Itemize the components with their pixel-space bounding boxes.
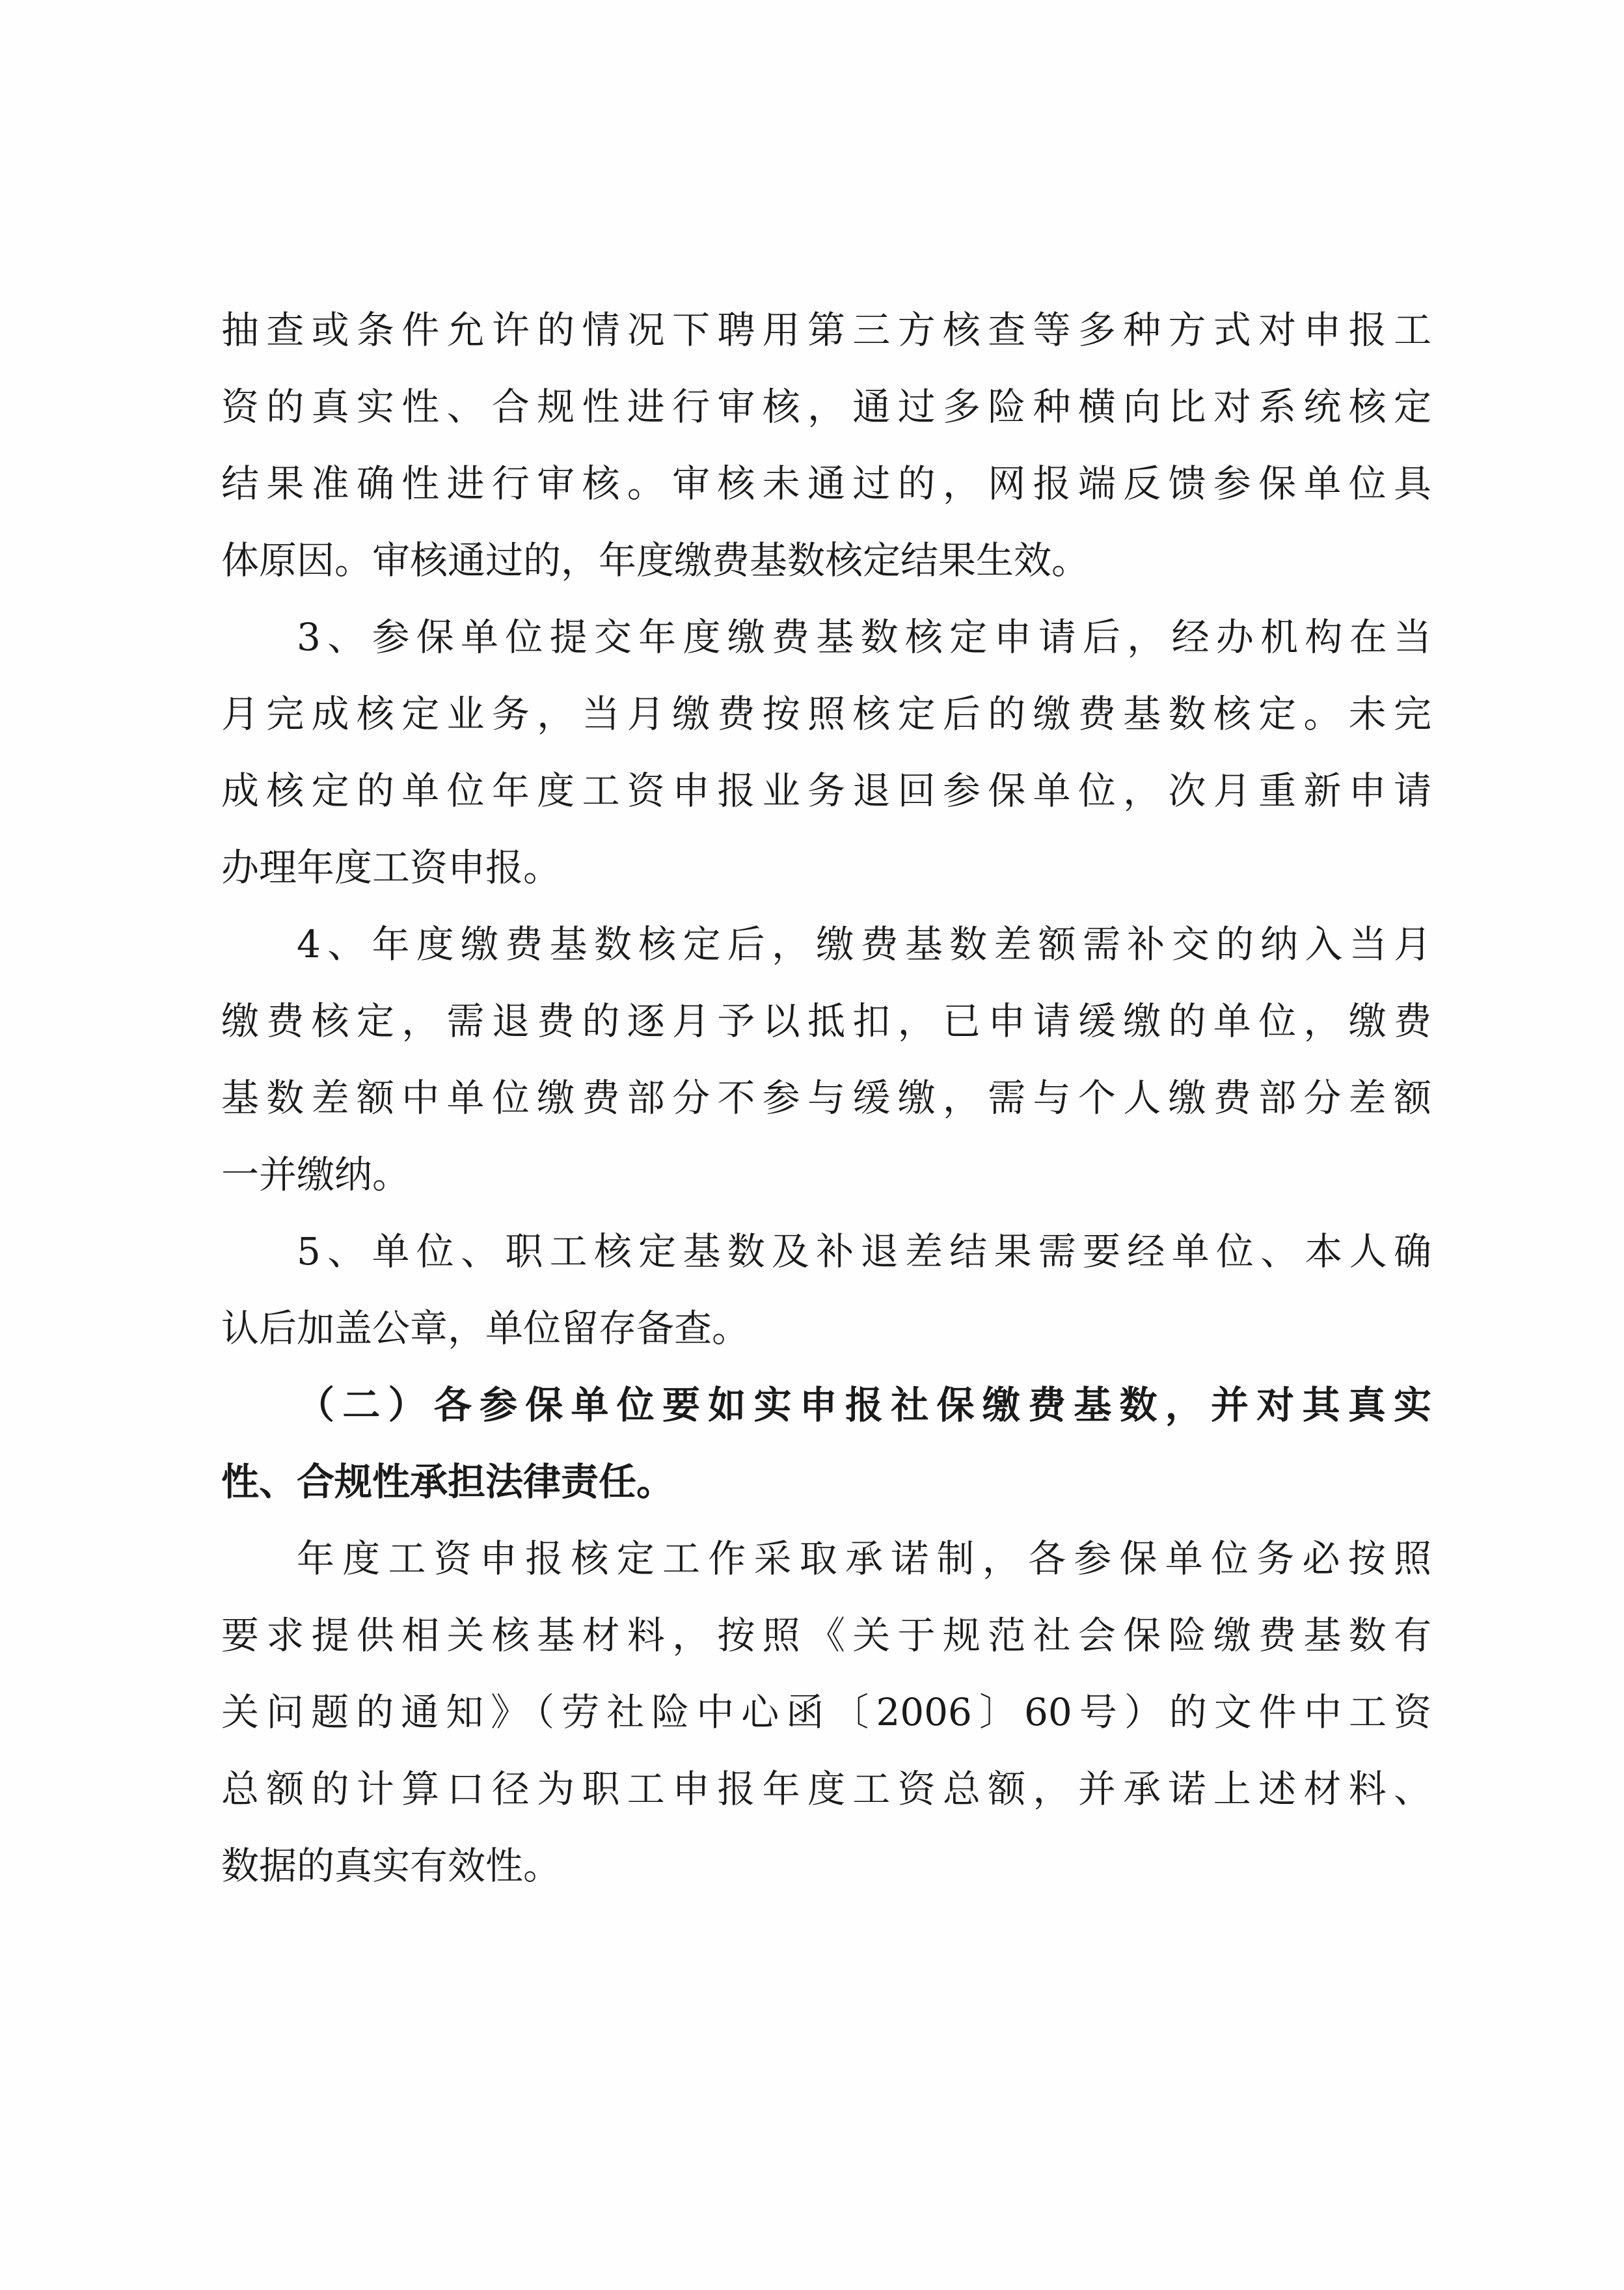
text-line: 性、合规性承担法律责任。 bbox=[221, 1460, 675, 1504]
text-line: （二）各参保单位要如实申报社保缴费基数，并对其真实 bbox=[297, 1383, 1431, 1427]
text-line: 缴费核定，需退费的逐月予以抵扣，已申请缓缴的单位，缴费 bbox=[221, 999, 1431, 1043]
text-line: 资的真实性、合规性进行审核，通过多险种横向比对系统核定 bbox=[221, 385, 1431, 429]
text-line: 关问题的通知》（劳社险中心函〔2006〕60号）的文件中工资 bbox=[221, 1690, 1431, 1734]
text-line: 数据的真实有效性。 bbox=[221, 1844, 562, 1888]
text-line: 4、年度缴费基数核定后，缴费基数差额需补交的纳入当月 bbox=[297, 922, 1431, 966]
text-line: 基数差额中单位缴费部分不参与缓缴，需与个人缴费部分差额 bbox=[221, 1076, 1431, 1120]
text-line: 结果准确性进行审核。审核未通过的，网报端反馈参保单位具 bbox=[221, 461, 1431, 506]
text-line: 月完成核定业务，当月缴费按照核定后的缴费基数核定。未完 bbox=[221, 692, 1431, 736]
text-line: 3、参保单位提交年度缴费基数核定申请后，经办机构在当 bbox=[297, 615, 1431, 659]
text-line: 体原因。审核通过的，年度缴费基数核定结果生效。 bbox=[221, 538, 1090, 582]
text-line: 认后加盖公章，单位留存备查。 bbox=[221, 1306, 750, 1350]
text-line: 总额的计算口径为职工申报年度工资总额，并承诺上述材料、 bbox=[221, 1767, 1431, 1811]
text-line: 成核定的单位年度工资申报业务退回参保单位，次月重新申请 bbox=[221, 769, 1431, 813]
text-line: 要求提供相关核基材料，按照《关于规范社会保险缴费基数有 bbox=[221, 1613, 1431, 1657]
text-line: 一并缴纳。 bbox=[221, 1152, 411, 1197]
document-body bbox=[221, 292, 1431, 1904]
text-line: 抽查或条件允许的情况下聘用第三方核查等多种方式对申报工 bbox=[221, 308, 1431, 352]
text-line: 年度工资申报核定工作采取承诺制，各参保单位务必按照 bbox=[297, 1536, 1431, 1581]
text-line: 5、单位、职工核定基数及补退差结果需要经单位、本人确 bbox=[297, 1229, 1431, 1274]
text-line: 办理年度工资申报。 bbox=[221, 845, 562, 890]
